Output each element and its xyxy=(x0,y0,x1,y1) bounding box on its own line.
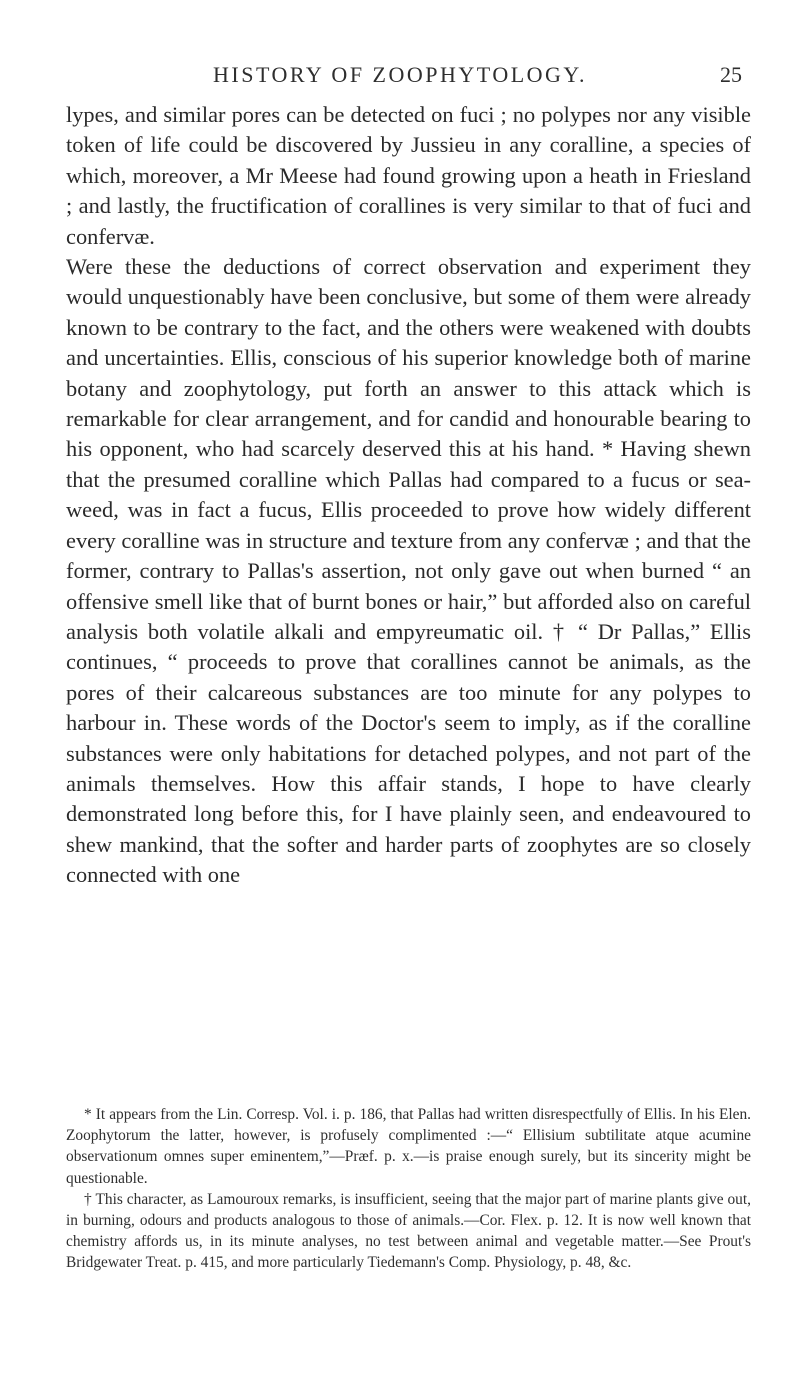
running-head xyxy=(0,62,800,92)
paragraph: Were these the deductions of correct observation and experiment they would unquestionably have been conclusive, but some of them were already known to be contrary to the fact, and the others were weakened with doubts and uncertainties. Ellis, conscious of his superior knowledge both of marine botany and zoophytology, put forth an answer to this attack which is remarkable for clear arrangement, and for candid and honourable bearing to his opponent, who had scarcely deserved this at his hand. * Having shewn that the presumed coralline which Pallas had compared to a fucus or sea-weed, was in fact a fucus, Ellis proceeded to prove how widely different every coralline was in structure and texture from any confervæ ; and that the former, contrary to Pallas's assertion, not only gave out when burned “ an offensive smell like that of burnt bones or hair,” but afforded also on careful analysis both volatile alkali and empyreumatic oil. † “ Dr Pallas,” Ellis continues, “ proceeds to prove that corallines cannot be animals, as the pores of their calcareous substances are too minute for any polypes to harbour in. These words of the Doctor's seem to imply, as if the coralline substances were only habitations for detached polypes, and not part of the animals themselves. How this affair stands, I hope to have clearly demonstrated long before this, for I have plainly seen, and endeavoured to shew mankind, that the softer and harder parts of zoophytes are so closely connected with one xyxy=(66,254,751,888)
paragraph-continued: lypes, and similar pores can be detected on fuci ; no polypes nor any visible token of life could be discovered by Jussieu in any coralline, a species of which, moreover, a Mr Meese had found growing upon a heath in Friesland ; and lastly, the fructification of corallines is very similar to that of fuci and confervæ. xyxy=(66,102,751,249)
page-number: 25 xyxy=(720,62,742,87)
main-text xyxy=(66,100,751,891)
running-title: HISTORY OF ZOOPHYTOLOGY. xyxy=(213,62,587,87)
footnote-dagger: † This character, as Lamouroux remarks, is insufficient, seeing that the major part of marine plants give out, in burning, odours and products analogous to those of animals.—Cor. Flex. p. 12. It is now well known that chemistry affords us, in its minute analyses, no test between animal and vegetable matter.—See Prout's Bridgewater Treat. p. 415, and more particularly Tiedemann's Comp. Physiology, p. 48, &c. xyxy=(66,1190,751,1272)
footnote-asterisk: * It appears from the Lin. Corresp. Vol. i. p. 186, that Pallas had written disrespectfully of Ellis. In his Elen. Zoophytorum the latter, however, is profusely complimented :—“ Ellisium subtilitate atque acumine observationum omnes super eminentem,”—Præf. p. x.—is praise enough surely, but its sincerity might be questionable. xyxy=(66,1106,751,1187)
footnotes xyxy=(66,1104,751,1274)
